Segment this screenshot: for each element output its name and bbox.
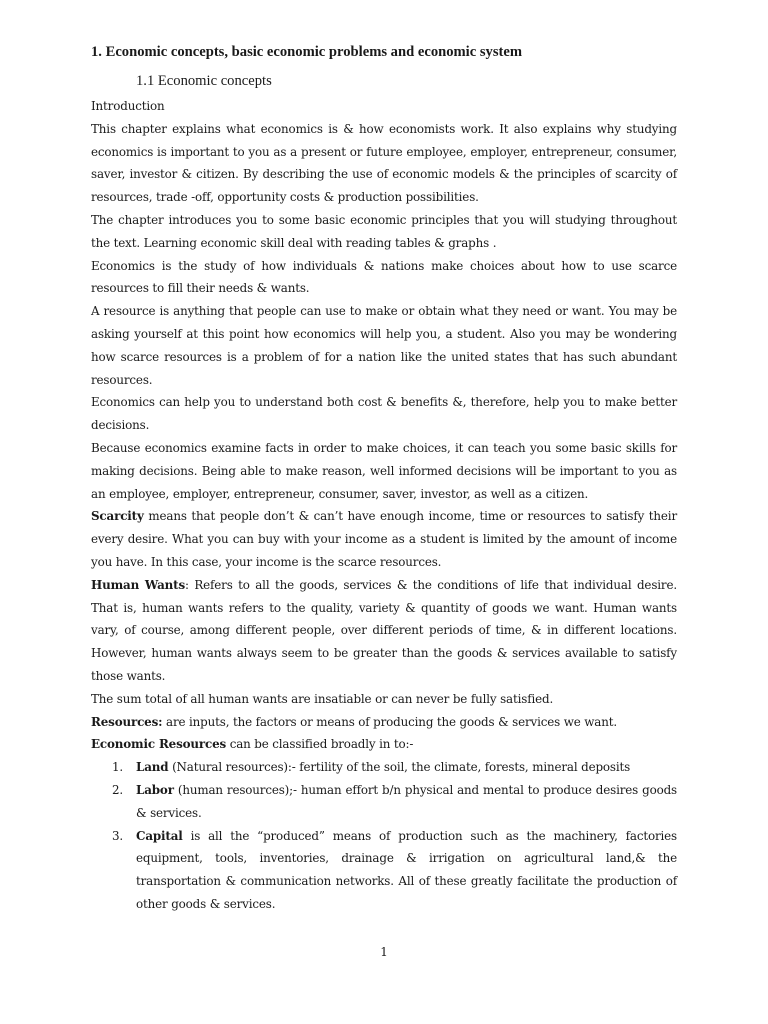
- human-wants-term: Human Wants: [91, 577, 185, 592]
- list-number: 1.: [112, 760, 124, 775]
- chapter-heading: 1. Economic concepts, basic economic problems and economic system: [91, 44, 523, 60]
- resources-paragraph: [91, 711, 677, 734]
- paragraph: This chapter explains what economics is & how economists work. It also explains why studying economics is important to you as a present or future employee, employer, entrepreneur, consumer, saver, investor & citizen. By describing the use of economic models & the principles of scarcity of resources, trade -off, opportunity costs & production possibilities.: [91, 121, 677, 205]
- page-number: 1: [380, 945, 388, 959]
- economic-resources-text: can be classified broadly in to:-: [226, 737, 414, 752]
- list-item: [91, 825, 677, 916]
- list-term: Labor: [136, 782, 174, 797]
- paragraph: A resource is anything that people can use to make or obtain what they need or want. You may be asking yourself at this point how economics will help you, a student. Also you may be wondering how scarce resources is a problem of for a nation like the united states that has such abundant resources.: [91, 304, 677, 387]
- paragraph: Because economics examine facts in order to make choices, it can teach you some basic skills for making decisions. Being able to make reason, well informed decisions will be important to you as an employee, employer, entrepreneur, consumer, saver, investor, as well as a citizen.: [91, 440, 677, 501]
- resources-term: Resources:: [91, 714, 163, 729]
- intro-label: Introduction: [91, 99, 165, 113]
- paragraph: The sum total of all human wants are insatiable or can never be fully satisfied.: [91, 691, 554, 706]
- list-item: [91, 756, 677, 779]
- list-text: (human resources);- human effort b/n physical and mental to produce desires goods & services.: [136, 782, 677, 820]
- scarcity-definition: means that people don’t & can’t have enough income, time or resources to satisfy their every desire. What you can buy with your income as a student is limited by the amount of income you have. In this case, your income is the scarce resources.: [91, 509, 677, 569]
- scarcity-paragraph: [91, 505, 677, 573]
- list-text: is all the “produced” means of production such as the machinery, factories equipment, tools, inventories, drainage & irrigation on agricultural land,& the transportation & communication networks. All of these greatly facilitate the production of other goods & services.: [136, 828, 677, 911]
- paragraph: Economics can help you to understand both cost & benefits &, therefore, help you to make better decisions.: [91, 395, 677, 433]
- list-text: (Natural resources):- fertility of the soil, the climate, forests, mineral deposits: [168, 760, 631, 775]
- human-wants-definition: : Refers to all the goods, services & the conditions of life that individual desire. That is, human wants refers to the quality, variety & quantity of goods we want. Human wants vary, of course, among different people, over different periods of time, & in different locations. However, human wants always seem to be greater than the goods & services available to satisfy those wants.: [91, 577, 677, 683]
- list-number: 3.: [112, 828, 124, 843]
- economic-resources-paragraph: [91, 733, 677, 756]
- paragraph: The chapter introduces you to some basic economic principles that you will studying throughout the text. Learning economic skill deal with reading tables & graphs .: [91, 212, 677, 250]
- body-text: [91, 95, 677, 916]
- human-wants-paragraph: [91, 574, 677, 688]
- list-term: Capital: [136, 828, 183, 843]
- resources-list: [91, 756, 677, 916]
- list-number: 2.: [112, 782, 124, 797]
- paragraph: Economics is the study of how individuals & nations make choices about how to use scarce resources to fill their needs & wants.: [91, 258, 677, 296]
- section-heading: 1.1 Economic concepts: [136, 73, 272, 89]
- scarcity-term: Scarcity: [91, 509, 144, 524]
- economic-resources-term: Economic Resources: [91, 737, 227, 752]
- list-item: [91, 779, 677, 825]
- resources-definition: are inputs, the factors or means of producing the goods & services we want.: [162, 714, 617, 729]
- list-term: Land: [136, 760, 169, 775]
